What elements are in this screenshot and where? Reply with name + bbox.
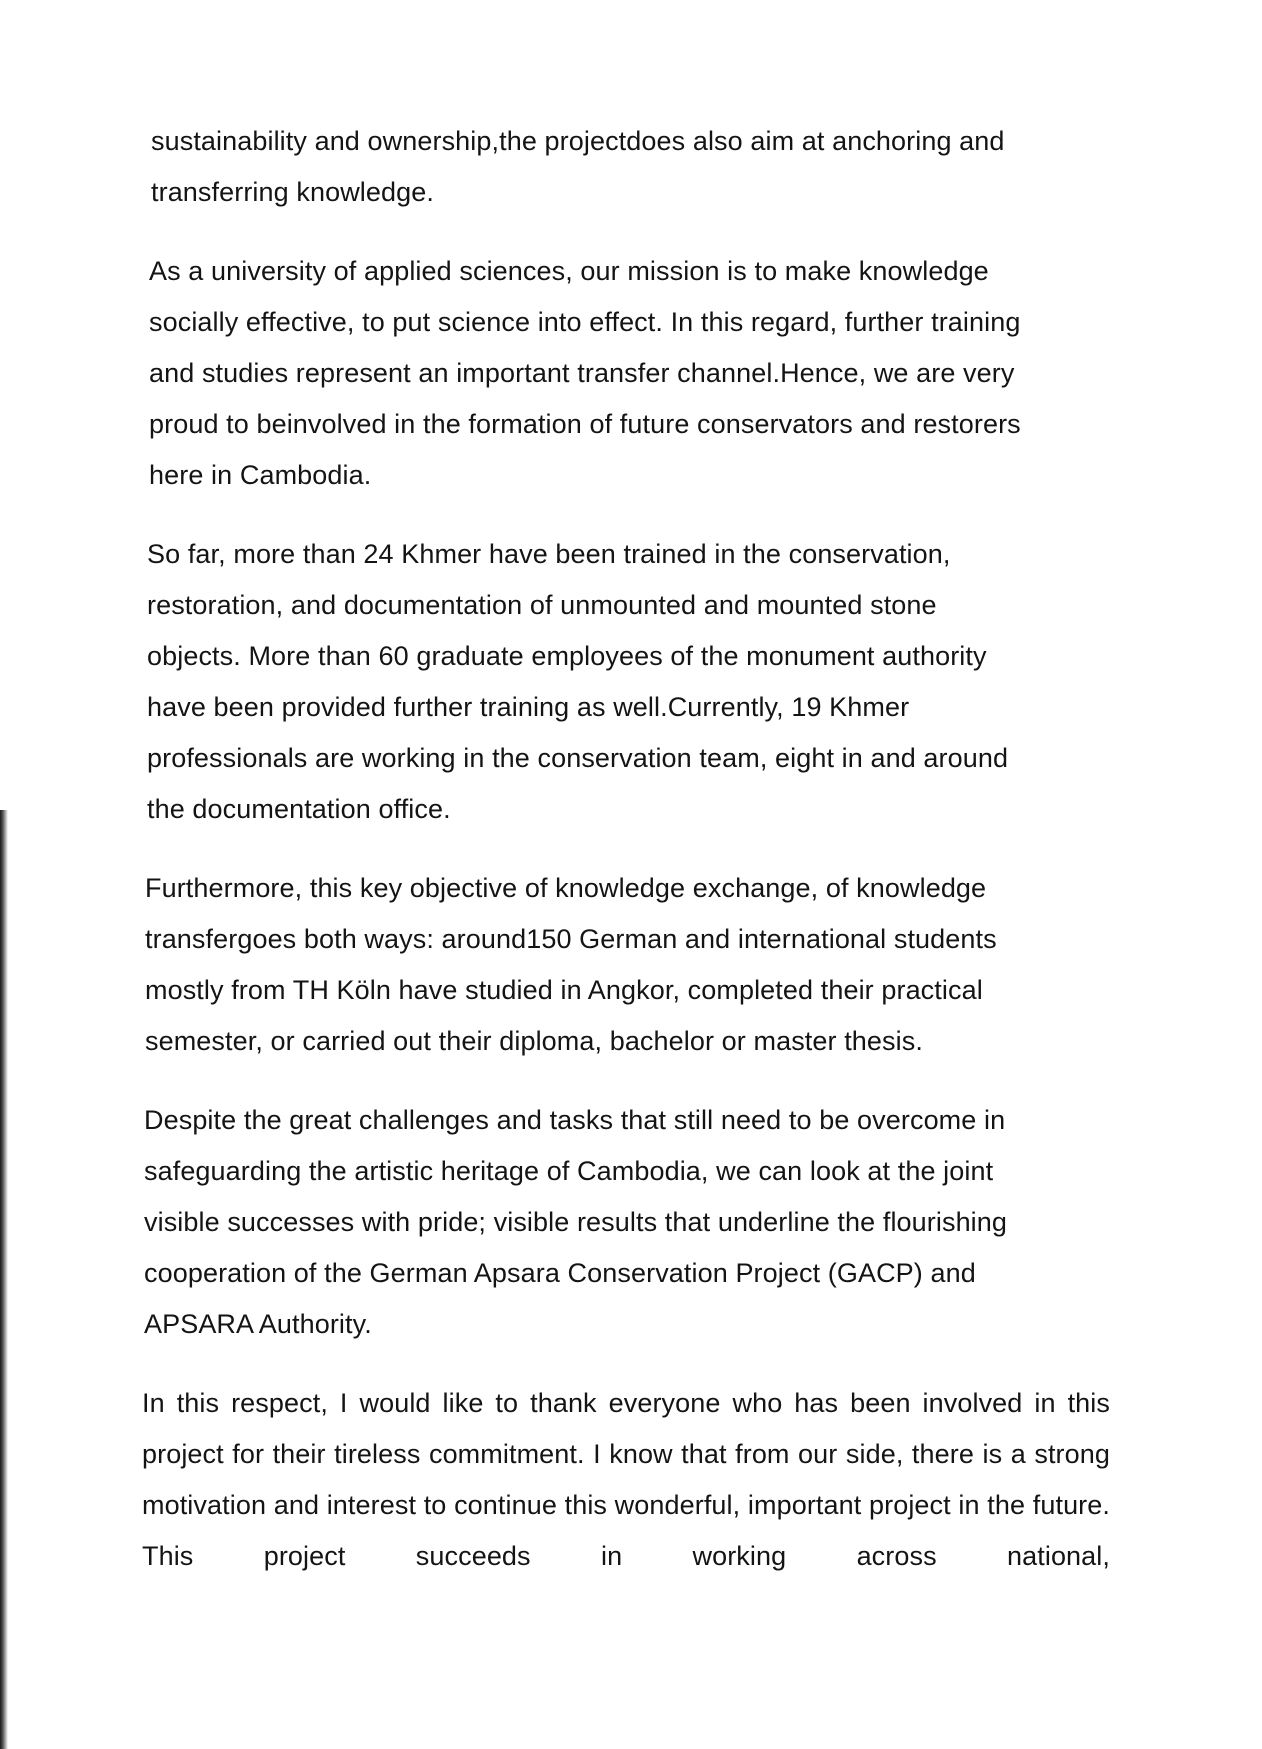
paragraph-mission: As a university of applied sciences, our mission is to make knowledge socially effective, to put science into effect. In this regard, further training and studies represent an important transfer channel.Hence, we are very proud to beinvolved in the formation of future conservators and restorers here in Cambodia. (149, 256, 1021, 490)
paragraph-training-results: So far, more than 24 Khmer have been trained in the conservation, restoration, and documentation of unmounted and mounted stone objects. More than 60 graduate employees of the monument authority have been provided further training as well.Currently, 19 Khmer professionals are working in the conservation team, eight in and around the documentation office. (147, 539, 1009, 824)
paragraph-knowledge-exchange: Furthermore, this key objective of knowledge exchange, of knowledge transfergoes both ways: around150 German and international students mostly from TH Köln have studied in Angkor, completed their practical semester, or carried out their diploma, bachelor or master thesis. (145, 873, 997, 1056)
paragraph-sustainability: sustainability and ownership,the projectdoes also aim at anchoring and transferring knowledge. (151, 126, 1005, 207)
paragraph-thanks: In this respect, I would like to thank everyone who has been involved in this project for their tireless commitment. I know that from our side, there is a strong motivation and interest to continue this wonderful, important project in the future. This project succeeds in working across national, (142, 1388, 1110, 1571)
scan-edge-shadow (0, 810, 8, 1749)
paragraph-challenges: Despite the great challenges and tasks that still need to be overcome in safeguarding the artistic heritage of Cambodia, we can look at the joint visible successes with pride; visible results that underline the flourishing cooperation of the German Apsara Conservation Project (GACP) and APSARA Authority. (144, 1105, 1008, 1339)
document-body (142, 116, 1122, 1610)
